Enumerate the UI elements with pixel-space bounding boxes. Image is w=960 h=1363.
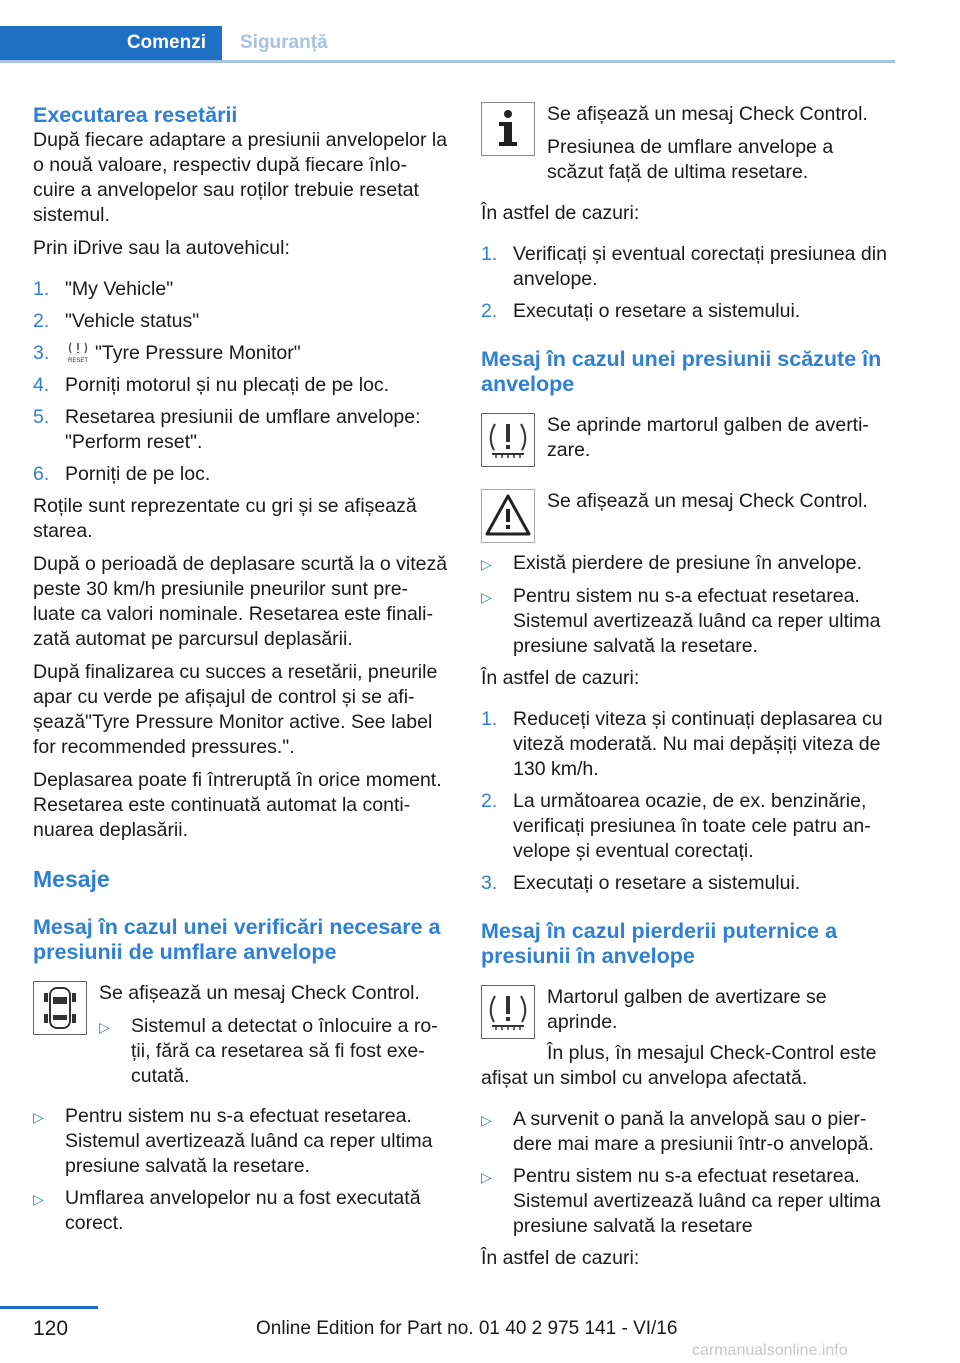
paragraph-drive: După o perioadă de deplasare scurtă la o viteză peste 30 km/h presiunile pneurilor sunt pre-luate ca valori nominale. Resetarea este finali-zată automat pe parcursul deplasării. xyxy=(33,553,448,650)
tire-pressure-warning-icon xyxy=(481,985,535,1039)
triangle-bullet-icon: ▷ xyxy=(33,1191,44,1207)
reset-steps xyxy=(33,277,448,487)
cases1-label: În astfel de cazuri: xyxy=(481,202,640,224)
low-icon-row-2 xyxy=(481,489,893,543)
heavy-loss-title: Mesaj în cazul pierderii puternice a presiunii în anvelope xyxy=(481,919,838,968)
list-item: ▷ Există pierdere de presiune în anvelope. xyxy=(481,551,893,577)
header-rule xyxy=(0,60,895,63)
header-tabs xyxy=(0,26,895,62)
reset-via: Prin iDrive sau la autovehicul: xyxy=(33,237,290,259)
list-item: 1. Reduceți viteza și continuați deplasarea cu viteză moderată. Nu mai depășiți viteza de 130 km/h. xyxy=(481,708,883,780)
tire-pressure-warning-icon xyxy=(481,413,535,467)
info-icon xyxy=(481,102,535,156)
heavy-bullets xyxy=(481,1107,893,1239)
messages-title: Mesaje xyxy=(33,866,110,892)
svg-text:RESET: RESET xyxy=(67,358,89,363)
page-number: 120 xyxy=(33,1317,69,1340)
low-icon-text-1: Se aprinde martorul galben de averti-zare. xyxy=(547,414,869,461)
cases2-label: În astfel de cazuri: xyxy=(481,667,640,689)
list-item: ▷ Pentru sistem nu s-a efectuat resetarea. Sistemul avertizează luând ca reper ultima presiune salvată la resetare. xyxy=(481,585,881,657)
cases1-list xyxy=(481,242,893,324)
list-item: 3. RESET "Tyre Pressure Monitor" xyxy=(33,342,301,364)
triangle-bullet-icon: ▷ xyxy=(99,1019,110,1035)
reset-intro: După fiecare adaptare a presiunii anvelopelor la o nouă valoare, respectiv după fiecare înlo-cuire a anvelopelor sau roților trebuie resetat sistemul. xyxy=(33,129,448,226)
list-item: ▷ Sistemul a detectat o înlocuire a ro-ții, fără ca resetarea să fi fost exe-cutată. xyxy=(99,1015,438,1087)
msg1-bullets xyxy=(33,1104,448,1236)
low-bullets xyxy=(481,551,893,659)
list-item: 2. "Vehicle status" xyxy=(33,310,200,332)
list-item: 5. Resetarea presiunii de umflare anvelope: "Perform reset". xyxy=(33,406,421,453)
triangle-bullet-icon: ▷ xyxy=(481,589,492,605)
paragraph-grey-wheels: Roțile sunt reprezentate cu gri și se afișează starea. xyxy=(33,495,417,542)
triangle-bullet-icon: ▷ xyxy=(481,556,492,572)
tab-siguranta[interactable]: Siguranță xyxy=(240,32,328,53)
car-top-view-icon xyxy=(33,981,87,1035)
heavy-icon-text-2: În plus, în mesajul Check-Control este afișat un simbol cu anvelopa afectată. xyxy=(481,1042,877,1089)
triangle-bullet-icon: ▷ xyxy=(33,1109,44,1125)
reset-title: Executarea resetării xyxy=(33,103,238,127)
heavy-icon-text-1: Martorul galben de avertizare se aprinde. xyxy=(547,986,827,1033)
low-icon-text-2: Se afișează un mesaj Check Control. xyxy=(547,490,868,512)
paragraph-done: După finalizarea cu succes a resetării, pneurile apar cu verde pe afișajul de control și se afi-șează"Tyre Pressure Monitor active. See label for recommended pressures.". xyxy=(33,661,438,758)
tab-comenzi[interactable]: Comenzi xyxy=(0,26,222,60)
tpm-reset-icon xyxy=(65,341,91,363)
cases2-list xyxy=(481,707,893,896)
triangle-bullet-icon: ▷ xyxy=(481,1169,492,1185)
msg1-icon-text: Se afișează un mesaj Check Control. xyxy=(99,982,420,1004)
low-pressure-title: Mesaj în cazul unei presiunii scăzute în anvelope xyxy=(481,347,882,396)
list-item: ▷ Pentru sistem nu s-a efectuat resetarea. Sistemul avertizează luând ca reper ultima presiune salvată la resetare. xyxy=(33,1105,433,1177)
triangle-bullet-icon: ▷ xyxy=(481,1112,492,1128)
list-item: ▷ Umflarea anvelopelor nu a fost executată corect. xyxy=(33,1187,421,1234)
list-item: 3. Executați o resetare a sistemului. xyxy=(481,872,801,894)
list-item: 2. La următoarea ocazie, de ex. benzinărie, verificați presiunea în toate cele patru an-velope și eventual corectați. xyxy=(481,790,871,862)
list-item: 6. Porniți de pe loc. xyxy=(33,463,211,485)
warning-triangle-icon xyxy=(481,489,535,543)
list-item: 1. "My Vehicle" xyxy=(33,278,174,300)
list-item: ▷ Pentru sistem nu s-a efectuat resetarea. Sistemul avertizează luând ca reper ultima presiune salvată la resetare xyxy=(481,1165,881,1237)
list-item: 4. Porniți motorul și nu plecați de pe loc. xyxy=(33,374,390,396)
left-column xyxy=(33,102,448,1243)
msg1-icon-row xyxy=(33,981,448,1096)
info-icon-row xyxy=(481,102,893,185)
paragraph-interrupt: Deplasarea poate fi întreruptă în orice moment. Resetarea este continuată automat la conti-nuarea deplasării. xyxy=(33,769,442,841)
right-column xyxy=(481,102,893,1271)
low-icon-row-1 xyxy=(481,413,893,467)
watermark: carmanualsonline.info xyxy=(692,1342,848,1359)
info-text-1: Se afișează un mesaj Check Control. xyxy=(547,103,868,125)
heavy-icon-row xyxy=(481,985,893,1039)
info-text-2: Presiunea de umflare anvelope a scăzut față de ultima resetare. xyxy=(547,136,834,183)
list-item: ▷ A survenit o pană la anvelopă sau o pier-dere mai mare a presiunii într-o anvelopă. xyxy=(481,1108,874,1155)
cases3-label: În astfel de cazuri: xyxy=(481,1247,640,1269)
edition-line: Online Edition for Part no. 01 40 2 975 141 - VI/16 xyxy=(256,1318,678,1339)
footer-rule xyxy=(0,1306,98,1309)
list-item: 1. Verificați și eventual corectați presiunea din anvelope. xyxy=(481,243,887,290)
msg1-title: Mesaj în cazul unei verificări necesare a presiunii de umflare anvelope xyxy=(33,915,441,964)
list-item: 2. Executați o resetare a sistemului. xyxy=(481,300,801,322)
